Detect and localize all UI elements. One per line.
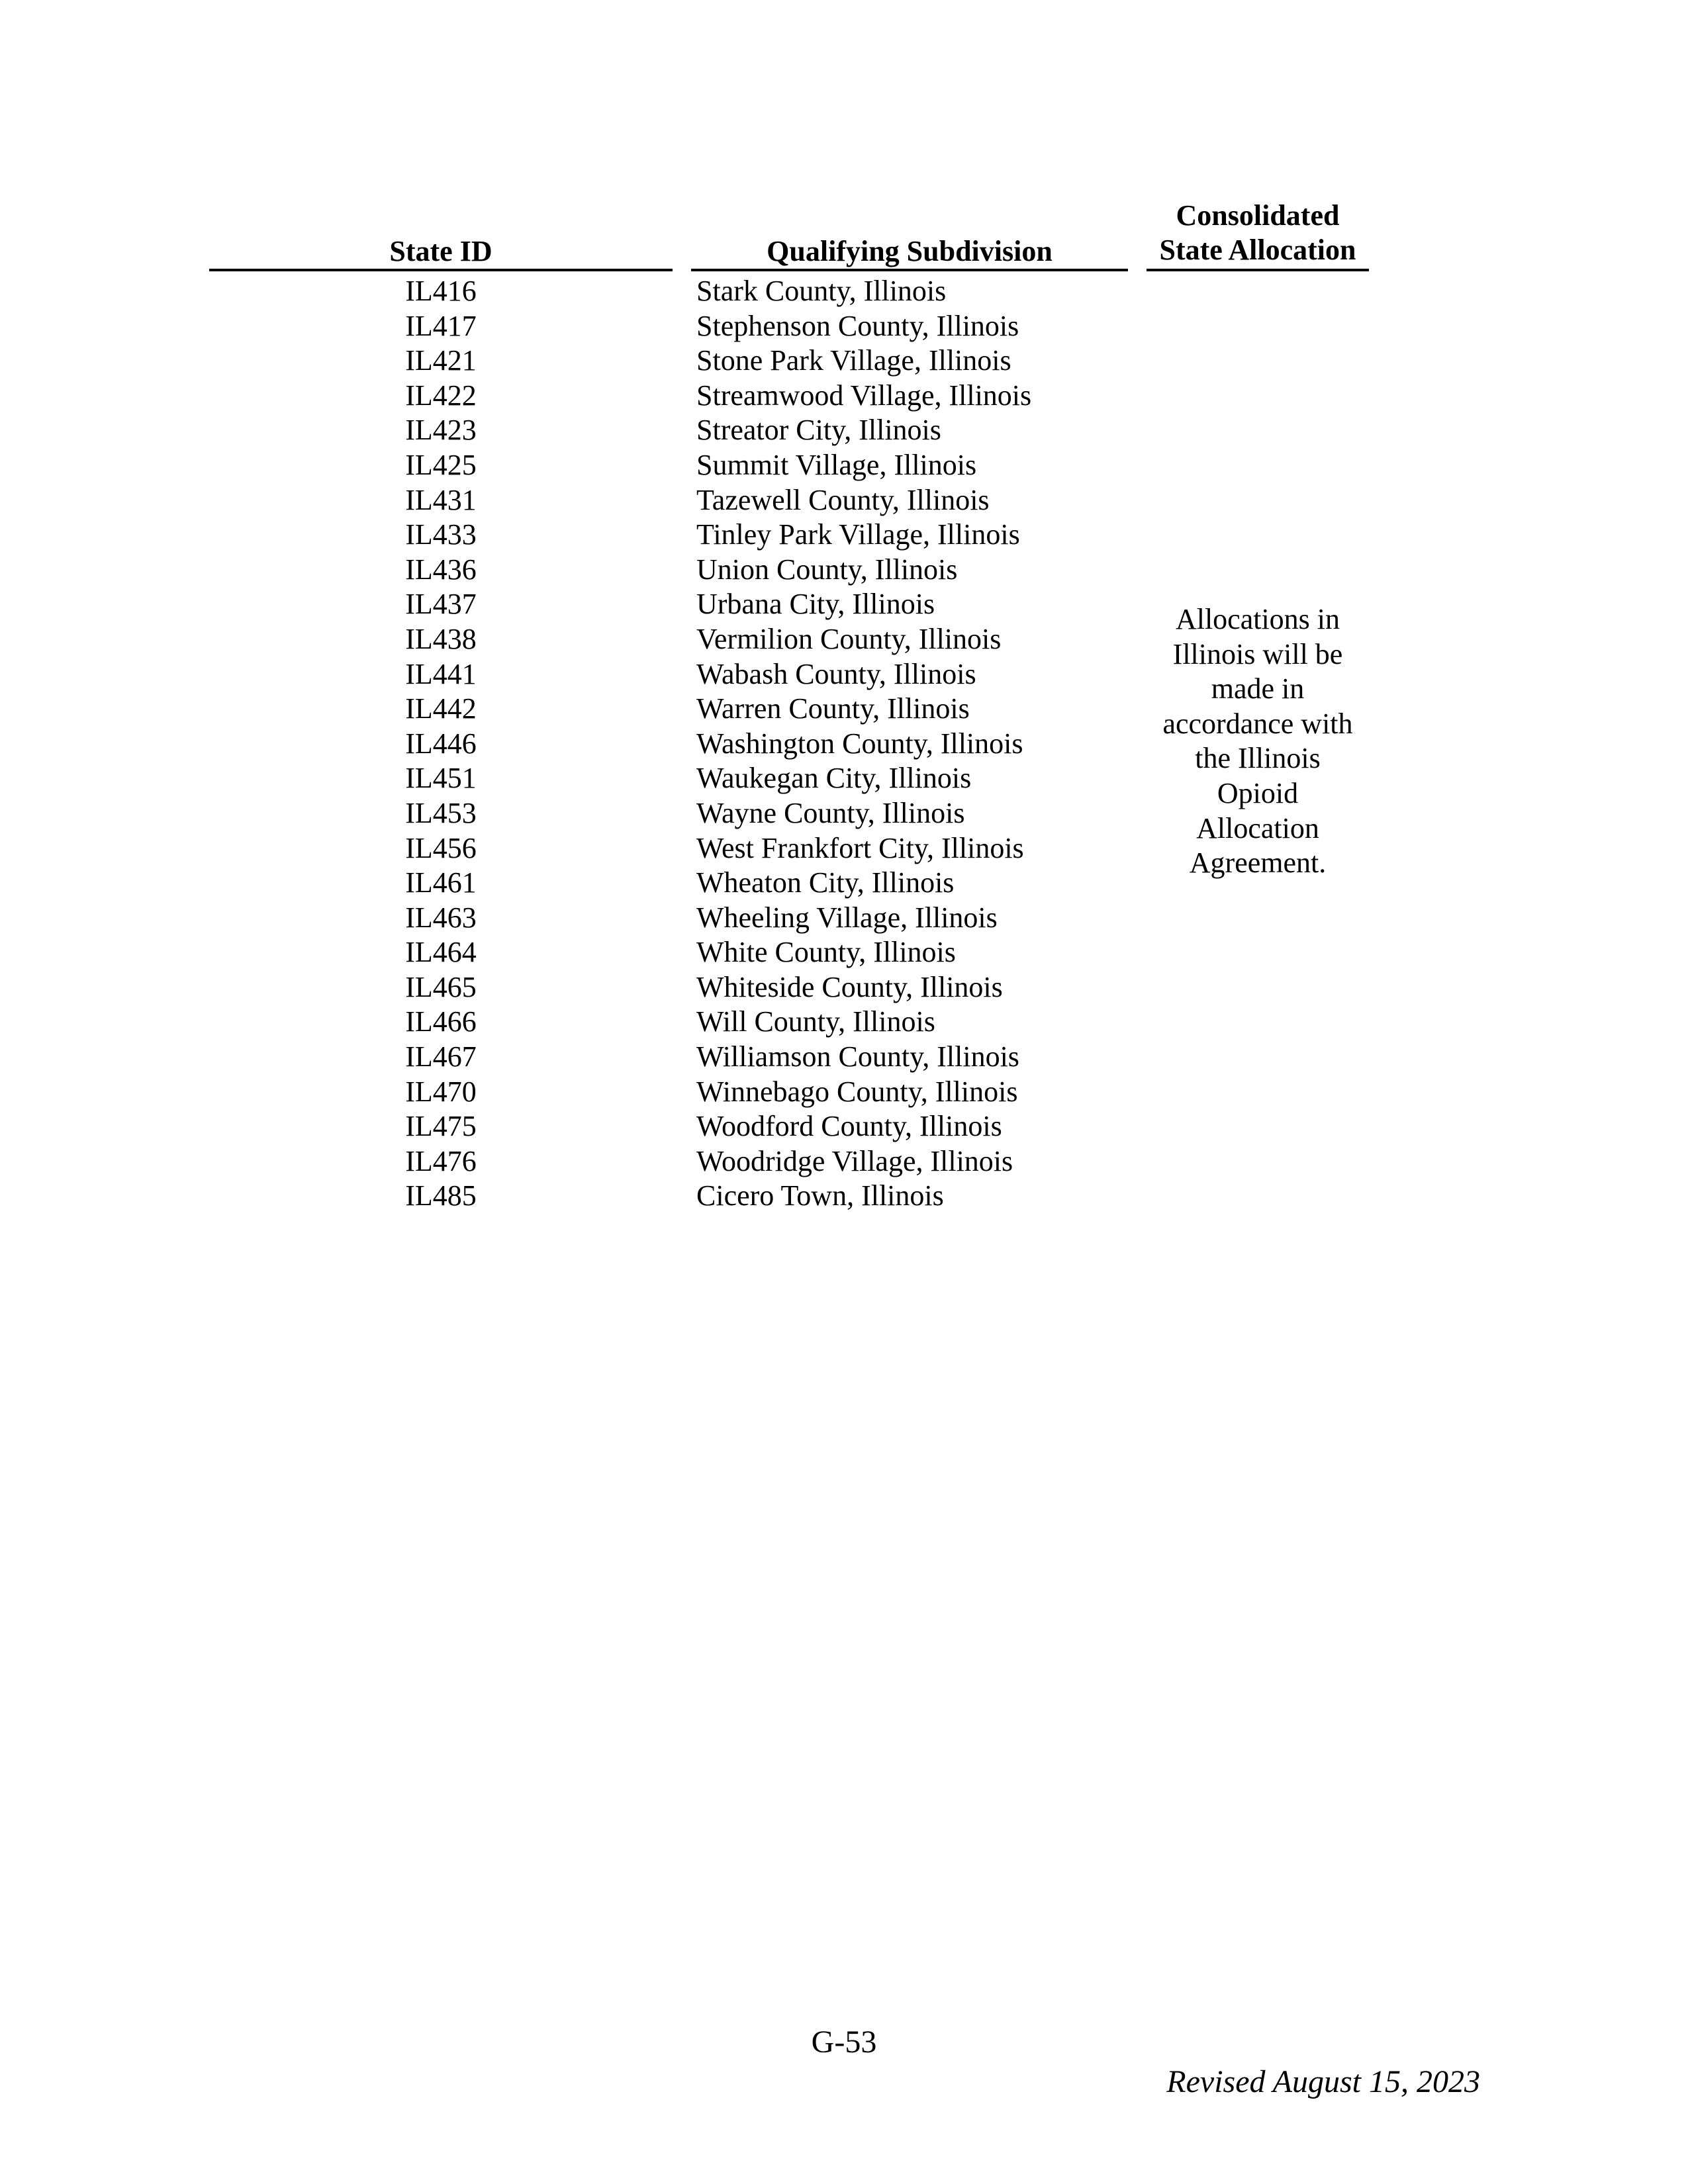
state-id-cell: IL453 [405,796,477,829]
subdivision-cell: Cicero Town, Illinois [696,1179,944,1212]
table-row [0,1075,1688,1110]
subdivision-cell: Tazewell County, Illinois [696,483,990,516]
state-id-cell: IL423 [405,414,477,447]
subdivision-cell: Washington County, Illinois [696,727,1023,760]
allocation-note-line: Illinois will be [1172,637,1343,670]
state-id-cell: IL456 [405,831,477,864]
allocation-note [1147,602,1369,881]
allocation-note-line: Agreement. [1189,846,1327,880]
allocation-note-line: made in [1211,672,1305,705]
state-id-cell: IL463 [405,901,477,934]
table-row [0,518,1688,553]
subdivision-cell: Wheaton City, Illinois [696,866,955,899]
table-row [0,1109,1688,1144]
header-state-id: State ID [389,235,492,267]
table-row [0,1144,1688,1179]
state-id-cell: IL416 [405,275,477,307]
subdivision-cell: Vermilion County, Illinois [696,622,1002,655]
revised-date: Revised August 15, 2023 [1166,2064,1480,2099]
subdivision-cell: Waukegan City, Illinois [696,762,972,795]
table-row [0,309,1688,344]
subdivision-cell: West Frankfort City, Illinois [696,831,1024,864]
header-underline-state-id [209,269,673,271]
table-row [0,553,1688,588]
state-id-cell: IL442 [405,692,477,725]
subdivision-cell: Streator City, Illinois [696,414,941,447]
table-row [0,970,1688,1005]
table-row [0,1040,1688,1075]
table-row [0,483,1688,518]
state-id-cell: IL421 [405,344,477,377]
state-id-cell: IL417 [405,309,477,342]
allocation-note-line: Opioid [1217,776,1299,809]
subdivision-cell: Will County, Illinois [696,1005,935,1038]
subdivision-cell: Woodford County, Illinois [696,1110,1002,1143]
subdivision-cell: Whiteside County, Illinois [696,970,1003,1003]
page-number: G-53 [811,2025,877,2060]
table-row [0,587,1688,622]
subdivision-cell: Williamson County, Illinois [696,1040,1019,1073]
subdivision-cell: Warren County, Illinois [696,692,970,725]
subdivision-cell: Wayne County, Illinois [696,796,965,829]
allocation-note-line: Allocations in [1175,603,1340,635]
subdivision-cell: Wheeling Village, Illinois [696,901,998,934]
allocation-note-line: the Illinois [1195,742,1321,775]
state-id-cell: IL425 [405,448,477,481]
allocation-note-line: accordance with [1162,707,1353,740]
state-id-cell: IL441 [405,657,477,690]
table-row [0,727,1688,762]
state-id-cell: IL470 [405,1075,477,1108]
header-allocation-line-1: Consolidated [1176,199,1340,232]
table-row [0,1005,1688,1040]
subdivision-cell: Woodridge Village, Illinois [696,1144,1013,1177]
table-row [0,796,1688,831]
subdivision-cell: Urbana City, Illinois [696,588,935,621]
table-row [0,379,1688,414]
allocation-note-line: Allocation [1196,811,1319,844]
subdivision-cell: Union County, Illinois [696,553,958,586]
subdivision-cell: Wabash County, Illinois [696,657,976,690]
header-consolidated-state-allocation [1147,199,1369,267]
state-id-cell: IL446 [405,727,477,760]
subdivision-cell: Streamwood Village, Illinois [696,379,1032,412]
subdivision-cell: Stone Park Village, Illinois [696,344,1011,377]
header-allocation-line-2: State Allocation [1159,234,1356,266]
state-id-cell: IL464 [405,936,477,969]
state-id-cell: IL475 [405,1110,477,1143]
table-row [0,657,1688,692]
table-row [0,935,1688,970]
state-id-cell: IL433 [405,518,477,551]
table-row [0,413,1688,448]
state-id-cell: IL465 [405,970,477,1003]
subdivision-cell: Summit Village, Illinois [696,448,977,481]
state-id-cell: IL461 [405,866,477,899]
subdivision-cell: Stephenson County, Illinois [696,309,1019,342]
state-id-cell: IL476 [405,1144,477,1177]
state-id-cell: IL451 [405,762,477,795]
state-id-cell: IL431 [405,483,477,516]
table-row [0,343,1688,379]
state-id-cell: IL438 [405,622,477,655]
state-id-cell: IL437 [405,588,477,621]
subdivision-cell: Winnebago County, Illinois [696,1075,1018,1108]
table-row [0,761,1688,796]
table-row [0,692,1688,727]
subdivision-cell: Tinley Park Village, Illinois [696,518,1020,551]
header-underline-subdivision [691,269,1128,271]
state-id-cell: IL485 [405,1179,477,1212]
state-id-cell: IL436 [405,553,477,586]
table-row [0,274,1688,309]
table-body [0,274,1688,1214]
table-row [0,622,1688,657]
header-underline-allocation [1147,269,1369,271]
state-id-cell: IL422 [405,379,477,412]
table-row [0,1179,1688,1214]
table-row [0,831,1688,866]
state-id-cell: IL467 [405,1040,477,1073]
table-row [0,448,1688,483]
subdivision-cell: Stark County, Illinois [696,275,947,307]
table-row [0,866,1688,901]
table-row [0,901,1688,936]
subdivision-cell: White County, Illinois [696,936,956,969]
header-qualifying-subdivision: Qualifying Subdivision [767,235,1053,267]
state-id-cell: IL466 [405,1005,477,1038]
